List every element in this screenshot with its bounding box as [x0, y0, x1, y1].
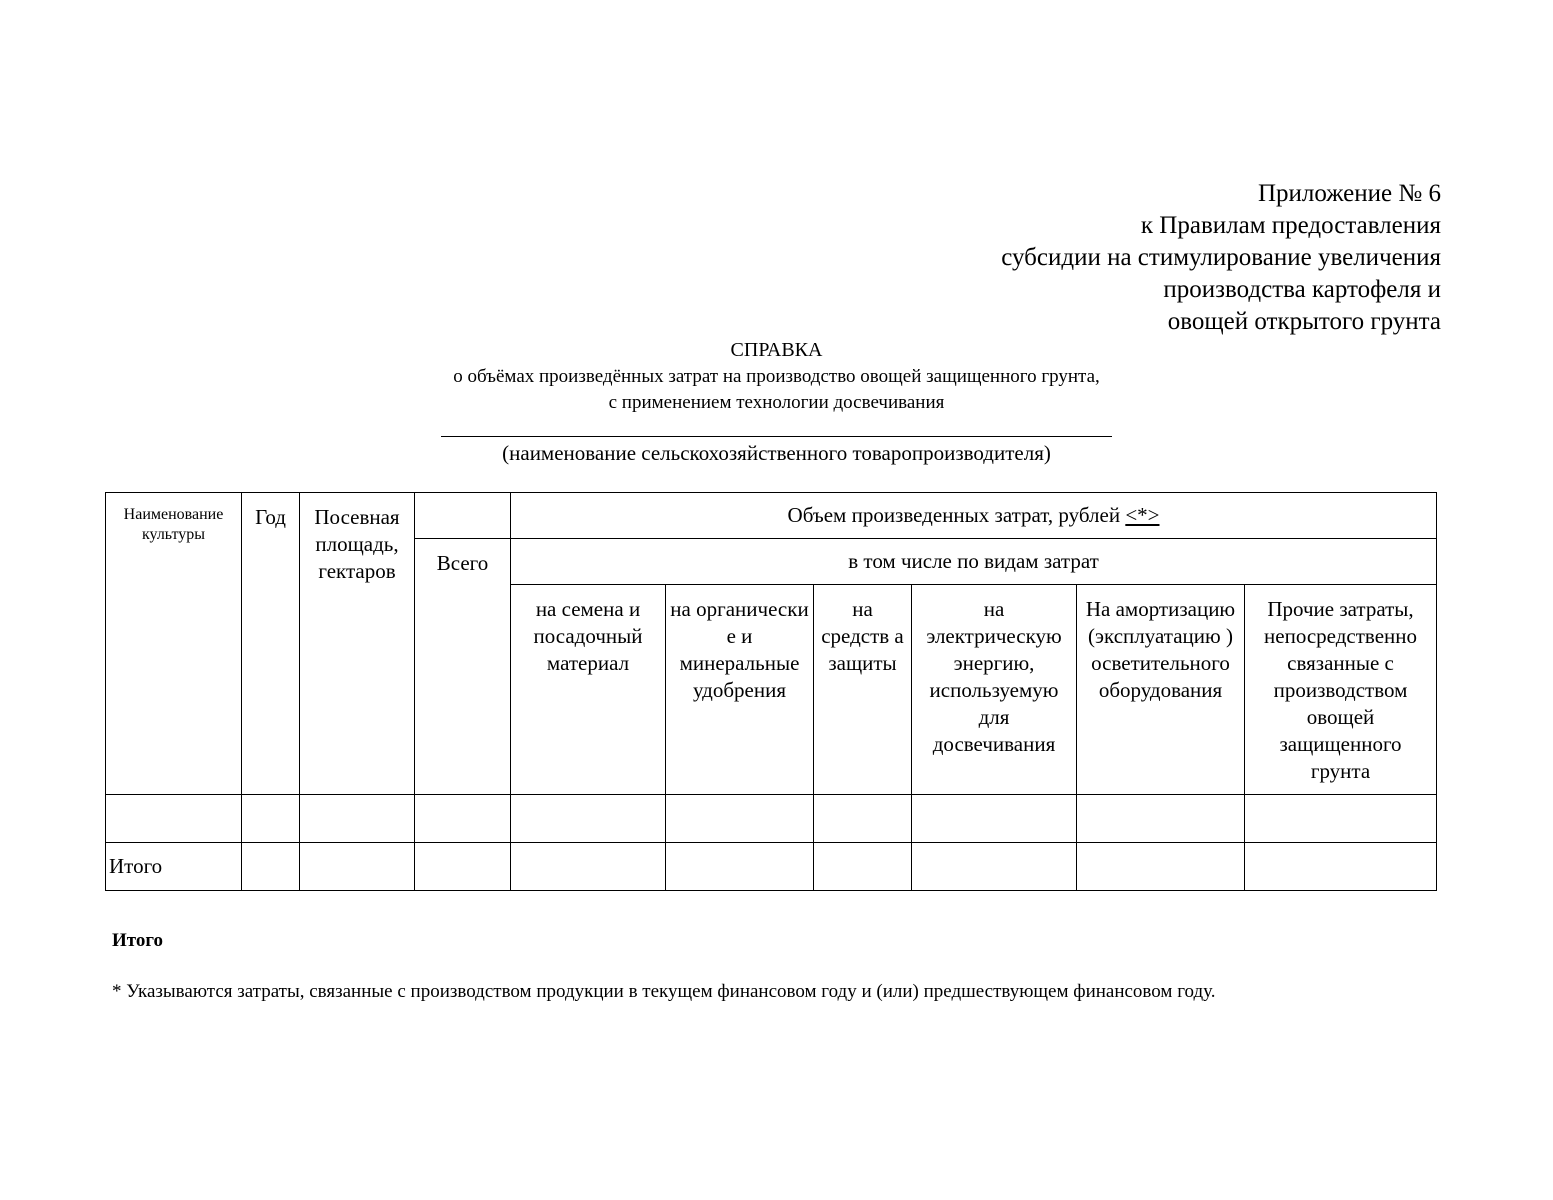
table-cell[interactable]: [300, 843, 415, 891]
table-cell[interactable]: [1077, 843, 1245, 891]
header-crop-name: Наименование культуры: [106, 493, 242, 795]
table-cell[interactable]: [666, 795, 814, 843]
appendix-line: овощей открытого грунта: [1167, 308, 1441, 335]
footnote-ref-link[interactable]: <*>: [1125, 503, 1160, 527]
table-cell[interactable]: [300, 795, 415, 843]
table-cell[interactable]: [242, 795, 300, 843]
header-type-protection: на средств а защиты: [814, 585, 912, 795]
appendix-line: к Правилам предоставления: [1140, 212, 1441, 239]
costs-table: [105, 492, 1437, 891]
producer-caption: (наименование сельскохозяйственного товаропроизводителя): [502, 441, 1051, 465]
table-cell[interactable]: [666, 843, 814, 891]
row-label-total: Итого: [106, 843, 242, 891]
header-empty-cell: [415, 493, 511, 539]
appendix-line: Приложение № 6: [1257, 180, 1441, 207]
table-cell[interactable]: [1077, 795, 1245, 843]
appendix-line: производства картофеля и: [1163, 276, 1441, 303]
footnote: * Указываются затраты, связанные с производством продукции в текущем финансовом году и (или) предшествующем финансовом году.: [112, 981, 1216, 1002]
header-type-depreciation: На амортизацию (эксплуатацию ) осветительного оборудования: [1077, 585, 1245, 795]
table-cell[interactable]: [242, 843, 300, 891]
subtitle-line: о объёмах произведённых затрат на производство овощей защищенного грунта,: [453, 366, 1100, 387]
table-cell[interactable]: [814, 795, 912, 843]
header-type-seeds: на семена и посадочный материал: [511, 585, 666, 795]
header-costs: [511, 493, 1437, 539]
table-cell[interactable]: [1245, 795, 1437, 843]
header-total: Всего: [415, 539, 511, 795]
header-year: Год: [242, 493, 300, 795]
table-cell[interactable]: [1245, 843, 1437, 891]
header-type-electricity: на электрическую энергию, используемую для досвечивания: [912, 585, 1077, 795]
row-label[interactable]: [106, 795, 242, 843]
table-cell[interactable]: [415, 843, 511, 891]
document-subtitle: [0, 364, 1553, 416]
header-by-type: в том числе по видам затрат: [511, 539, 1437, 585]
table-cell[interactable]: [912, 795, 1077, 843]
header-type-fertilizers: на органически е и минеральные удобрения: [666, 585, 814, 795]
appendix-line: субсидии на стимулирование увеличения: [1001, 244, 1441, 271]
header-area: Посевная площадь, гектаров: [300, 493, 415, 795]
table-cell[interactable]: [511, 843, 666, 891]
table-cell[interactable]: [511, 795, 666, 843]
table-cell[interactable]: [814, 843, 912, 891]
appendix-block: [1001, 178, 1441, 338]
table-row-total: [106, 843, 1437, 891]
subtitle-line: с применением технологии досвечивания: [608, 392, 945, 413]
header-costs-title: Объем произведенных затрат, рублей: [787, 503, 1121, 527]
table-cell[interactable]: [912, 843, 1077, 891]
header-type-other: Прочие затраты, непосредственно связанные с производством овощей защищенного грунта: [1245, 585, 1437, 795]
document-title: СПРАВКА: [730, 339, 823, 361]
table-row: [106, 795, 1437, 843]
total-label: Итого: [112, 930, 164, 951]
producer-name-line: [441, 436, 1112, 437]
table-cell[interactable]: [415, 795, 511, 843]
